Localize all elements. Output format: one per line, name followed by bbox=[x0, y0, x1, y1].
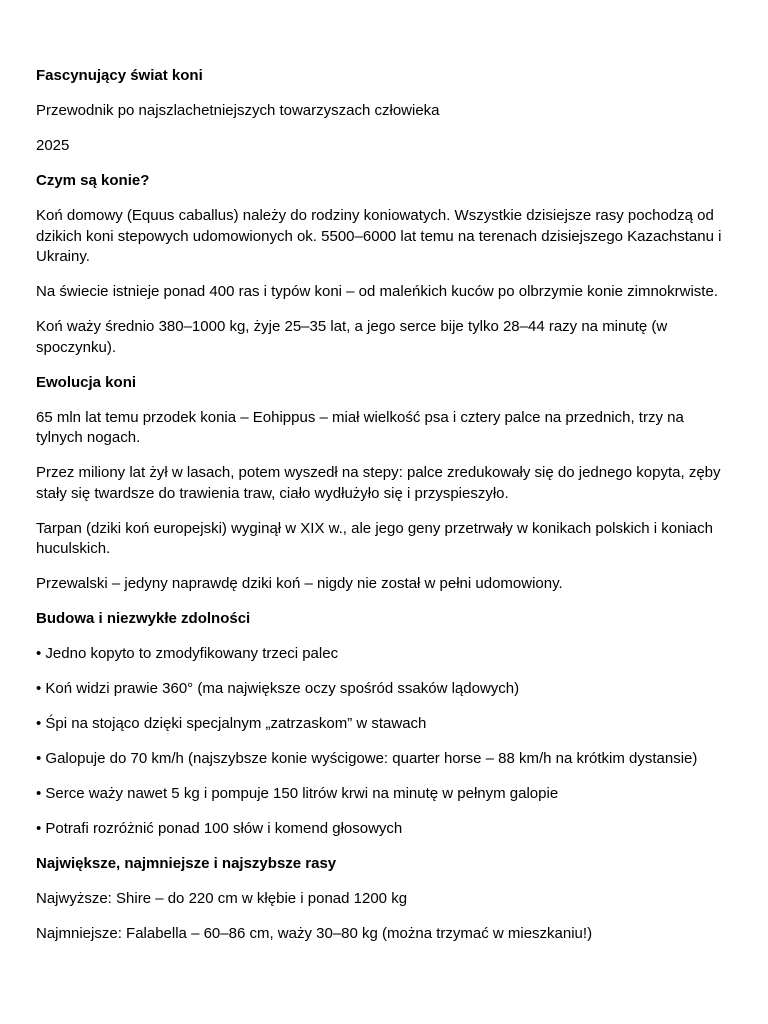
paragraph: Koń domowy (Equus caballus) należy do rodziny koniowatych. Wszystkie dzisiejsze rasy pochodzą od dzikich koni stepowych udomowionych ok. 5500–6000 lat temu na terenach dzisiejszego Kazachstanu i Ukrainy. bbox=[36, 207, 722, 265]
section-heading: Największe, najmniejsze i najszybsze rasy bbox=[36, 855, 337, 872]
section-what-are-horses bbox=[36, 171, 732, 358]
bullet-item: • Galopuje do 70 km/h (najszybsze konie wyścigowe: quarter horse – 88 km/h na krótkim dystansie) bbox=[36, 750, 698, 767]
paragraph: Przez miliony lat żył w lasach, potem wyszedł na stepy: palce zredukowały się do jednego kopyta, zęby stały się twardsze do trawienia traw, ciało wydłużyło się i przyspieszyło. bbox=[36, 464, 721, 502]
document-title: Fascynujący świat koni bbox=[36, 67, 203, 84]
paragraph: Najwyższe: Shire – do 220 cm w kłębie i ponad 1200 kg bbox=[36, 890, 408, 907]
section-heading: Czym są konie? bbox=[36, 172, 150, 189]
bullet-item: • Śpi na stojąco dzięki specjalnym „zatrzaskom” w stawach bbox=[36, 715, 427, 732]
paragraph: Na świecie istnieje ponad 400 ras i typów koni – od maleńkich kuców po olbrzymie konie zimnokrwiste. bbox=[36, 283, 718, 300]
bullet-item: • Potrafi rozróżnić ponad 100 słów i komend głosowych bbox=[36, 820, 403, 837]
document-year: 2025 bbox=[36, 137, 70, 154]
paragraph: 65 mln lat temu przodek konia – Eohippus – miał wielkość psa i cztery palce na przednich, trzy na tylnych nogach. bbox=[36, 408, 684, 446]
section-breeds-records bbox=[36, 854, 732, 945]
section-heading: Ewolucja koni bbox=[36, 373, 137, 391]
paragraph: Najmniejsze: Falabella – 60–86 cm, waży 30–80 kg (można trzymać w mieszkaniu!) bbox=[36, 925, 593, 942]
section-anatomy-abilities bbox=[36, 609, 732, 840]
paragraph: Tarpan (dziki koń europejski) wyginął w XIX w., ale jego geny przetrwały w konikach polskich i koniach huculskich. bbox=[36, 519, 713, 557]
bullet-item: • Serce waży nawet 5 kg i pompuje 150 litrów krwi na minutę w pełnym galopie bbox=[36, 785, 559, 802]
section-heading: Budowa i niezwykłe zdolności bbox=[36, 610, 251, 627]
document-subtitle: Przewodnik po najszlachetniejszych towarzyszach człowieka bbox=[36, 102, 440, 119]
paragraph: Koń waży średnio 380–1000 kg, żyje 25–35 lat, a jego serce bije tylko 28–44 razy na minutę (w spoczynku). bbox=[36, 318, 668, 356]
paragraph: Przewalski – jedyny naprawdę dziki koń – nigdy nie został w pełni udomowiony. bbox=[36, 575, 563, 592]
section-evolution bbox=[36, 373, 732, 595]
bullet-item: • Jedno kopyto to zmodyfikowany trzeci palec bbox=[36, 645, 339, 662]
bullet-item: • Koń widzi prawie 360° (ma największe oczy spośród ssaków lądowych) bbox=[36, 680, 520, 697]
